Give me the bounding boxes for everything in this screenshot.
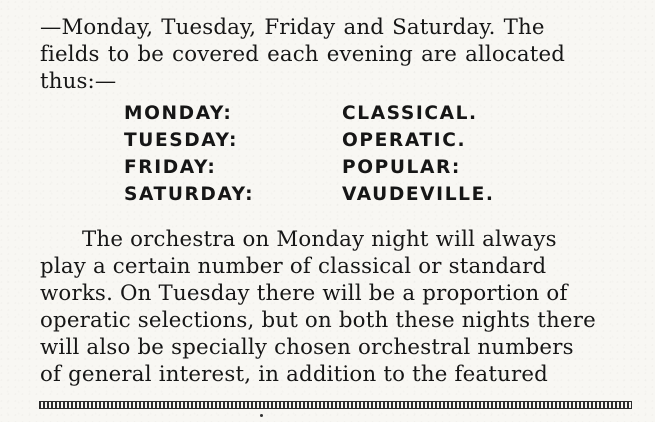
schedule-row-saturday: [124, 181, 544, 208]
decorative-rule: [39, 401, 632, 409]
schedule-genre: POPULAR:: [342, 157, 461, 178]
print-speck: [260, 414, 263, 417]
evening-schedule: [124, 100, 544, 208]
intro-line-2: fields to be covered each evening are allocated: [40, 42, 566, 67]
schedule-day: MONDAY:: [124, 103, 233, 124]
schedule-day: SATURDAY:: [124, 184, 255, 205]
body-line-2: play a certain number of classical or standard: [40, 254, 547, 279]
schedule-genre: CLASSICAL.: [342, 103, 478, 124]
schedule-row-monday: [124, 100, 544, 127]
body-line-6: of general interest, in addition to the featured: [40, 362, 549, 387]
schedule-genre: VAUDEVILLE.: [342, 184, 495, 205]
schedule-day: TUESDAY:: [124, 130, 239, 151]
body-paragraph: [40, 226, 634, 388]
schedule-genre: OPERATIC.: [342, 130, 467, 151]
body-line-4: operatic selections, but on both these nights there: [40, 308, 596, 333]
schedule-row-friday: [124, 154, 544, 181]
schedule-row-tuesday: [124, 127, 544, 154]
body-line-5: will also be specially chosen orchestral numbers: [40, 335, 574, 360]
body-line-3: works. On Tuesday there will be a proportion of: [40, 281, 568, 306]
intro-line-3: thus:—: [40, 69, 117, 94]
body-line-1: The orchestra on Monday night will always: [82, 227, 557, 252]
intro-paragraph: [40, 14, 634, 95]
schedule-day: FRIDAY:: [124, 157, 217, 178]
intro-line-1: —Monday, Tuesday, Friday and Saturday. The: [40, 15, 545, 40]
